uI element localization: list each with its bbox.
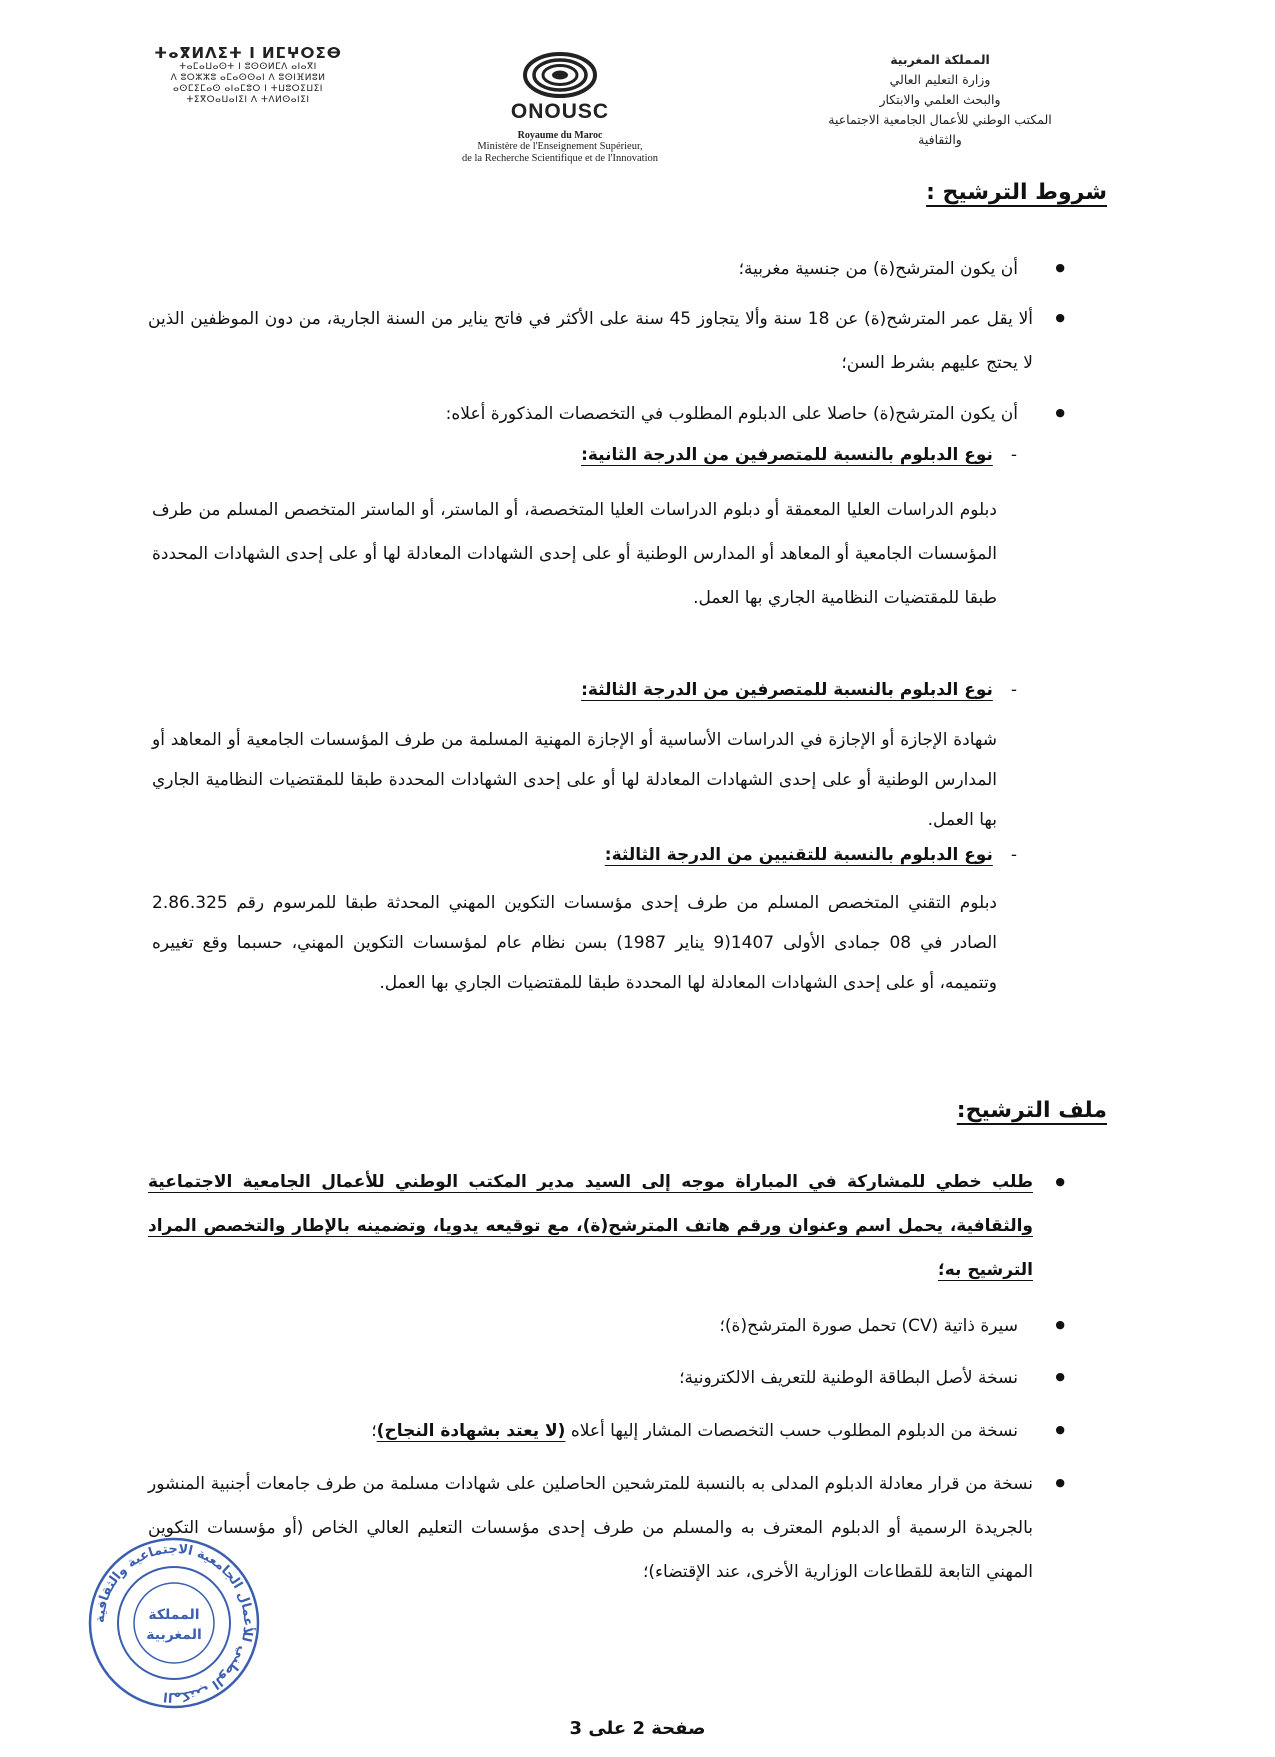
diploma-admin-grade3-text: شهادة الإجازة أو الإجازة في الدراسات الأساسية أو الإجازة المهنية المسلمة من طرف المؤسسات الجامعية أو المعاهد أو المدارس الوطنية أو على إحدى الشهادات المعادلة لها أو على إحدى الشهادات المحددة طبقا للمقتضيات النظامية الجاري بها العمل. (152, 730, 997, 830)
subheading-text: نوع الدبلوم بالنسبة للتقنيين من الدرجة الثالثة: (604, 845, 993, 865)
bullet-icon: ● (1055, 261, 1065, 274)
bullet-icon: ● (1055, 406, 1065, 419)
dash-marker: - (1010, 680, 1017, 700)
bullet-icon: ● (1055, 1318, 1065, 1331)
dash-marker: - (1010, 445, 1017, 465)
onousc-logo-icon (523, 52, 597, 98)
header-amazigh (118, 44, 378, 106)
subheading-admin-grade2 (581, 445, 1017, 465)
bullet-icon: ● (1055, 1476, 1065, 1489)
header-fr-kingdom: Royaume du Maroc (517, 130, 603, 141)
header-ar-line: والثقافية (918, 132, 962, 147)
condition-nationality: أن يكون المترشح(ة) من جنسية مغربية؛ (738, 259, 1018, 279)
subheading-text: نوع الدبلوم بالنسبة للمتصرفين من الدرجة الثالثة: (581, 680, 993, 700)
subheading-text: نوع الدبلوم بالنسبة للمتصرفين من الدرجة الثانية: (581, 445, 993, 465)
header-ar-line: المملكة المغربية (890, 52, 990, 67)
bullet-icon: ● (1055, 1175, 1065, 1188)
section-title-application-file: ملف الترشيح: (956, 1098, 1107, 1123)
diploma-copy-end: ؛ (371, 1421, 377, 1441)
amazigh-line: ⵜⵉⴳⵔⴰⵡⴰⵏⵉⵏ ⴷ ⵜⴷⵍⵙⴰⵏⵉⵏ (186, 95, 310, 105)
stamp-inner-line1: المملكة (148, 1607, 200, 1623)
file-diploma-copy (258, 1409, 1018, 1453)
subheading-technician-grade3 (605, 845, 1017, 865)
dash-marker: - (1010, 845, 1017, 865)
page-number: صفحة 2 على 3 (569, 1718, 706, 1739)
file-equivalence-decision: نسخة من قرار معادلة الدبلوم المدلى به بالنسبة للمترشحين الحاصلين على شهادات مسلمة من طرف جامعات أجنبية المنشور بالجريدة الرسمية أو الدبلوم المعترف به والمسلم من طرف إحدى مؤسسات التعليم العالي الخاص (أو مؤسسات التكوين المهني التابعة للقطاعات الوزارية الأخرى، عند الإقتضاء)؛ (148, 1474, 1033, 1582)
amazigh-line: ⴷ ⵓⵔⵣⵣⵓ ⴰⵎⴰⵙⵙⴰⵏ ⴷ ⵓⵙⵏⴼⵍⵓⵍ (170, 73, 326, 83)
file-cv: سيرة ذاتية (CV) تحمل صورة المترشح(ة)؛ (719, 1316, 1018, 1336)
stamp-inner-line2: المغربية (146, 1627, 202, 1643)
header-fr-research: de la Recherche Scientifique et de l'Innovation (461, 153, 659, 164)
amazigh-line: ⵜⴰⵎⴰⵡⴰⵙⵜ ⵏ ⵓⵙⵙⵍⵎⴷ ⴰⵏⴰⴳⵏ (179, 62, 317, 72)
condition-age: ألا يقل عمر المترشح(ة) عن 18 سنة وألا يتجاوز 45 سنة على الأكثر في فاتح يناير من السنة الجارية، من دون الموظفين الذين لا يحتج عليهم بشرط السن؛ (148, 309, 1033, 373)
diploma-copy-text: نسخة من الدبلوم المطلوب حسب التخصصات المشار إليها أعلاه (565, 1421, 1018, 1441)
diploma-admin-grade2-text: دبلوم الدراسات العليا المعمقة أو دبلوم الدراسات العليا المتخصصة، أو الماستر، أو الماستر المتخصص المسلم من طرف المؤسسات الجامعية أو المعاهد أو المدارس الوطنية أو على إحدى الشهادات المعادلة لها أو على إحدى الشهادات المحددة طبقا للمقتضيات النظامية الجاري بها العمل. (152, 500, 997, 608)
subheading-admin-grade3 (581, 680, 1017, 700)
diploma-technician-text: دبلوم التقني المتخصص المسلم من طرف إحدى مؤسسات التكوين المهني المحدثة طبقا للمرسوم رقم 2.86.325 الصادر في 08 جمادى الأولى 1407(9 يناير 1987) بسن نظام عام لمؤسسات التكوين المهني، حسبما وقع تغييره وتتميمه، أو على إحدى الشهادات المعادلة لها المحددة طبقا للمقتضيات الجاري بها العمل. (152, 893, 997, 993)
stamp-outer-text: المكتب الوطني للأعمال الجامعية الاجتماعية والثقافية (92, 1541, 256, 1705)
official-stamp (86, 1535, 262, 1715)
header-arabic (790, 50, 1090, 150)
header-logo-block (395, 52, 725, 165)
bullet-icon: ● (1055, 1370, 1065, 1383)
header-ar-line: والبحث العلمي والابتكار (879, 92, 1001, 107)
header-ar-line: المكتب الوطني للأعمال الجامعية الاجتماعية (828, 112, 1052, 127)
bullet-icon: ● (1055, 311, 1065, 324)
header-fr-ministry: Ministère de l'Enseignement Supérieur, (477, 141, 643, 152)
stamp-seal-icon (86, 1535, 262, 1711)
file-national-id: نسخة لأصل البطاقة الوطنية للتعريف الالكترونية؛ (679, 1368, 1018, 1388)
bullet-icon: ● (1055, 1423, 1065, 1436)
amazigh-line: ⴰⵙⵎⵉⵎⴰⵙ ⴰⵏⴰⵎⵓⵔ ⵏ ⵜⵡⵓⵔⵉⵡⵉⵏ (173, 84, 323, 94)
amazigh-title: ⵜⴰⴳⵍⴷⵉⵜ ⵏ ⵍⵎⵖⵔⵉⴱ (154, 44, 342, 62)
file-written-request: طلب خطي للمشاركة في المباراة موجه إلى السيد مدير المكتب الوطني للأعمال الجامعية الاجتماعية والثقافية، يحمل اسم وعنوان ورقم هاتف المترشح(ة)، مع توقيعه يدويا، وتضمينه بالإطار والتخصص المراد الترشيح به؛ (148, 1172, 1033, 1280)
diploma-copy-note: (لا يعتد بشهادة النجاح) (376, 1421, 566, 1441)
logo-brand-text: ONOUSC (510, 100, 610, 123)
header-ar-line: وزارة التعليم العالي (889, 72, 991, 87)
condition-diploma: أن يكون المترشح(ة) حاصلا على الدبلوم المطلوب في التخصصات المذكورة أعلاه: (445, 404, 1018, 424)
section-title-conditions: شروط الترشيح : (926, 180, 1107, 205)
